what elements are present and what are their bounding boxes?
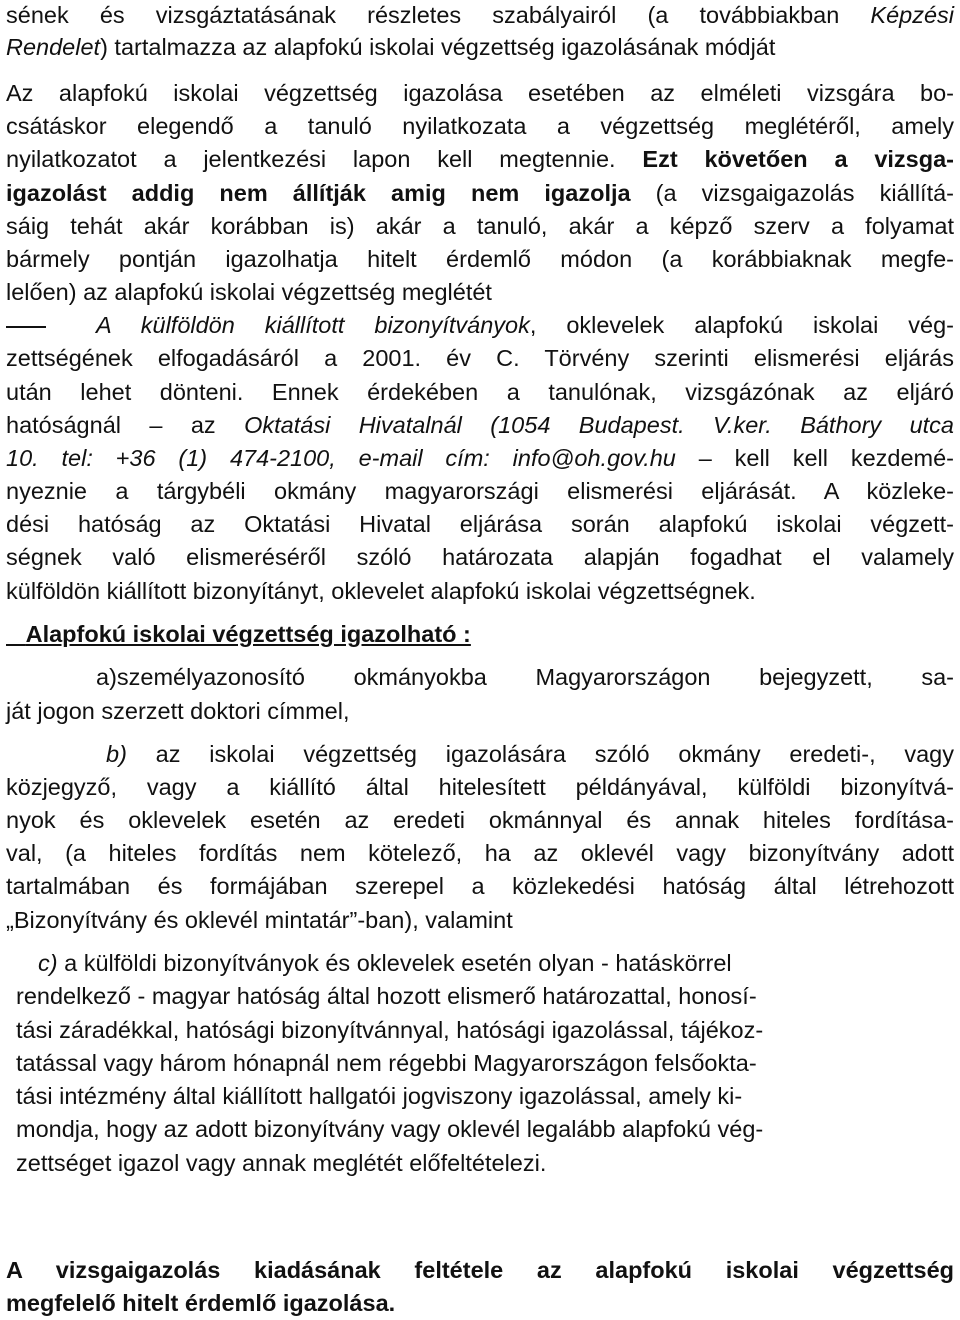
text-line: tási intézmény által kiállított hallgatói jogviszony igazolással, amely ki- [16, 1083, 743, 1109]
text-line: tatással vagy három hónapnál nem régebbi Magyarországon felsőokta- [16, 1050, 757, 1076]
list-item-b: b) az iskolai végzettség igazolására szóló okmány eredeti-, vagy [106, 741, 954, 767]
text-line: bármely pontján igazolhatja hitelt érdemlő módon (a korábbiaknak megfe- [6, 246, 954, 272]
text-line: sáig tehát akár korábban is) akár a tanuló, akár a képző szerv a folyamat [6, 213, 954, 239]
text-line: tartalmában és formájában szerepel a közlekedési hatóság által létrehozott [6, 873, 954, 899]
text-line: lelően) az alapfokú iskolai végzettség meglétét [6, 279, 492, 305]
text-line: nyeznie a tárgybéli okmány magyarországi elismerési eljárását. A közleke- [6, 478, 954, 504]
text-line: sének és vizsgáztatásának részletes szabályairól (a továbbiakban Képzési [6, 2, 954, 28]
text-line: „Bizonyítvány és oklevél mintatár”-ban), valamint [6, 907, 513, 933]
text-line: zettséget igazol vagy annak meglétét előfeltételezi. [16, 1150, 547, 1176]
text-line: után lehet dönteni. Ennek érdekében a tanulónak, vizsgázónak az eljáró [6, 379, 954, 405]
text-line: rendelkező - magyar hatóság által hozott elismerő határozattal, honosí- [16, 983, 757, 1009]
conclusion-line: megfelelő hitelt érdemlő igazolása. [6, 1290, 396, 1316]
text-line: val, (a hiteles fordítás nem kötelező, ha az oklevél vagy bizonyítvány adott [6, 840, 954, 866]
text-line: közjegyző, vagy a kiállító által hitelesített példányával, külföldi bizonyítvá- [6, 774, 954, 800]
text-line: A külföldön kiállított bizonyítványok, oklevelek alapfokú iskolai vég- [6, 310, 954, 340]
dash-mark [6, 326, 46, 328]
text-line: Az alapfokú iskolai végzettség igazolása esetében az elméleti vizsgára bo- [6, 80, 954, 106]
text-line: nyok és oklevelek esetén az eredeti okmánnyal és annak hiteles fordítása- [6, 807, 954, 833]
text-line: külföldön kiállított bizonyítányt, oklevelet alapfokú iskolai végzettségnek. [6, 578, 756, 604]
text-line: dési hatóság az Oktatási Hivatal eljárása során alapfokú iskolai végzett- [6, 511, 954, 537]
text-line: hatóságnál – az Oktatási Hivatalnál (1054 Budapest. V.ker. Báthory utca [6, 412, 954, 438]
section-heading: Alapfokú iskolai végzettség igazolható : [25, 621, 471, 647]
text-line: ját jogon szerzett doktori címmel, [6, 698, 350, 724]
conclusion-line: A vizsgaigazolás kiadásának feltétele az alapfokú iskolai végzettség [6, 1257, 954, 1283]
list-item-a: a)személyazonosító okmányokba Magyarországon bejegyzett, sa- [96, 664, 954, 690]
text-line: zettségének elfogadásáról a 2001. év C. Törvény szerinti elismerési eljárás [6, 345, 954, 371]
text-line: ségnek való elismeréséről szóló határozata alapján fogadhat el valamely [6, 544, 954, 570]
text-line: mondja, hogy az adott bizonyítvány vagy oklevél legalább alapfokú vég- [16, 1116, 764, 1142]
text-line: 10. tel: +36 (1) 474-2100, e-mail cím: info@oh.gov.hu – kell kell kezdemé- [6, 445, 955, 471]
text-line: tási záradékkal, hatósági bizonyítvánnyal, hatósági igazolással, tájékoz- [16, 1017, 764, 1043]
text-line: csátáskor elegendő a tanuló nyilatkozata a végzettség meglétéről, amely [6, 113, 954, 139]
list-item-c: c) a külföldi bizonyítványok és oklevelek esetén olyan - hatáskörrel [38, 950, 732, 976]
text-line: nyilatkozatot a jelentkezési lapon kell megtennie. Ezt követően a vizsga- [6, 146, 954, 172]
text-line: Rendelet) tartalmazza az alapfokú iskolai végzettség igazolásának módját [6, 34, 776, 60]
text-line: igazolást addig nem állítják amig nem igazolja (a vizsgaigazolás kiállítá- [6, 180, 955, 206]
